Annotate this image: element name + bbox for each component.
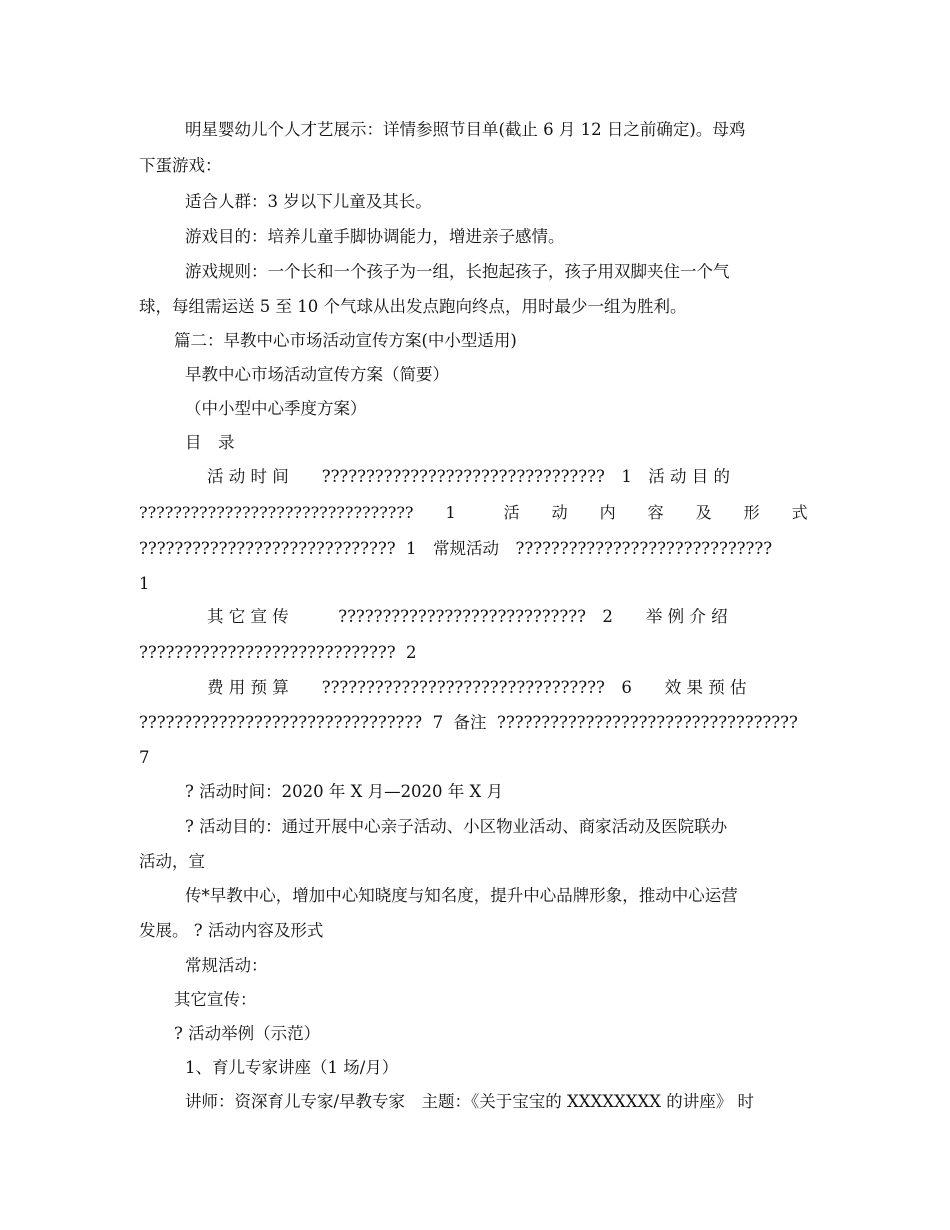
toc-line: ???????????????????????????????? 7 备注 ??????????????????????????????????: [139, 713, 798, 732]
section-heading: 篇二：早教中心市场活动宣传方案(中小型适用): [174, 331, 517, 350]
text-line: 游戏规则：一个长和一个孩子为一组，长抱起孩子，孩子用双脚夹住一个气: [185, 262, 730, 281]
text-line: 讲师：资深育儿专家/早教专家 主题：《关于宝宝的 XXXXXXXX 的讲座》 时: [185, 1092, 755, 1111]
toc-line: ????????????????????????????? 1 常规活动 ?????????????????????????????: [139, 539, 773, 558]
text-line: 游戏目的：培养儿童手脚协调能力，增进亲子感情。: [185, 227, 565, 246]
text-line: 明星婴幼儿个人才艺展示：详情参照节目单(截止 6 月 12 日之前确定)。母鸡: [185, 120, 746, 139]
text-line: ? 活动目的：通过开展中心亲子活动、小区物业活动、商家活动及医院联办: [185, 817, 728, 836]
toc-line: 其 它 宣 传 ???????????????????????????? 2 举 例 介 绍: [207, 607, 728, 626]
text-line: 发展。 ? 活动内容及形式: [139, 921, 324, 940]
document-subtitle: （中小型中心季度方案）: [185, 399, 367, 418]
text-line: 适合人群：3 岁以下儿童及其长。: [185, 192, 432, 211]
toc-line: ????????????????????????????? 2: [139, 643, 417, 662]
text-line: 常规活动：: [185, 956, 268, 975]
text-line: 传*早教中心，增加中心知晓度与知名度，提升中心品牌形象，推动中心运营: [185, 886, 738, 905]
text-line: 下蛋游戏：: [139, 156, 222, 175]
text-line: 球，每组需运送 5 至 10 个气球从出发点跑向终点，用时最少一组为胜利。: [139, 297, 687, 316]
document-title: 早教中心市场活动宣传方案（简要）: [185, 365, 449, 384]
toc-line: 7: [139, 748, 150, 767]
toc-line: 费 用 预 算 ???????????????????????????????? 6 效 果 预 估: [207, 678, 747, 697]
toc-heading: 目 录: [185, 433, 235, 452]
text-line: ? 活动举例（示范）: [174, 1024, 321, 1043]
toc-line: 活 动 时 间 ???????????????????????????????? 1 活 动 目 的: [207, 467, 731, 486]
toc-line: 1: [139, 574, 150, 593]
text-line: 其它宣传：: [174, 990, 257, 1009]
text-line: 1、育儿专家讲座（1 场/月）: [185, 1058, 399, 1077]
text-line: 活动，宣: [139, 852, 205, 871]
text-line: ? 活动时间：2020 年 X 月—2020 年 X 月: [185, 782, 504, 801]
toc-line: ???????????????????????????????? 1 活 动 内 容 及 形 式: [139, 503, 808, 522]
